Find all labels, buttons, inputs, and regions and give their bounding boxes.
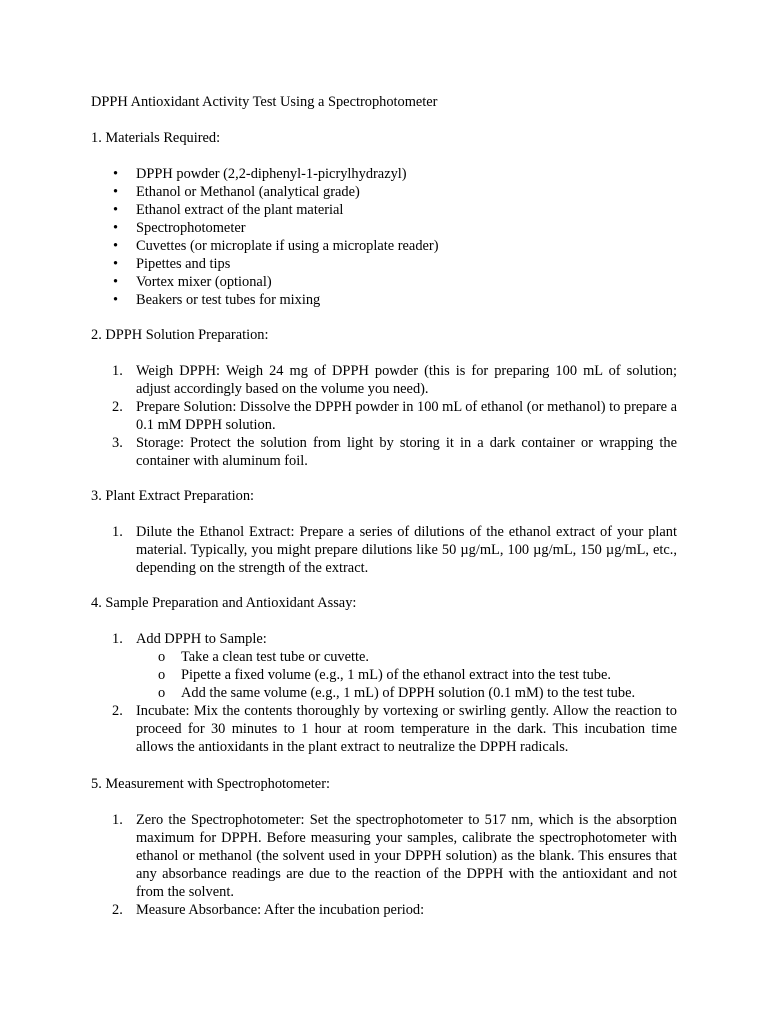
plant-extract-steps — [91, 523, 677, 577]
materials-heading: 1. Materials Required: — [91, 130, 221, 146]
list-item: o Take a clean test tube or cuvette. — [158, 649, 369, 665]
list-item: • Ethanol or Methanol (analytical grade) — [113, 184, 360, 200]
list-item: • Cuvettes (or microplate if using a microplate reader) — [113, 238, 439, 254]
list-item: 3. Storage: Protect the solution from light by storing it in a dark container or wrapping the container with aluminum foil. — [112, 435, 677, 469]
list-item: 1. Zero the Spectrophotometer: Set the spectrophotometer to 517 nm, which is the absorption maximum for DPPH. Before measuring your samples, calibrate the spectrophotometer with ethanol or methanol (the solvent used in your DPPH solution) as the blank. This ensures that any absorbance readings are due to the reaction of the DPPH with the antioxidant and not from the solvent. — [112, 812, 677, 900]
list-item: o Add the same volume (e.g., 1 mL) of DPPH solution (0.1 mM) to the test tube. — [158, 685, 636, 701]
dpph-solution-steps — [91, 362, 677, 470]
list-item: • Vortex mixer (optional) — [113, 274, 272, 290]
plant-extract-heading: 3. Plant Extract Preparation: — [91, 488, 255, 504]
list-item: 1. Weigh DPPH: Weigh 24 mg of DPPH powder (this is for preparing 100 mL of solution; adjust accordingly based on the volume you need). — [112, 363, 677, 397]
list-item: 1. Add DPPH to Sample: o Take a clean test tube or cuvette. o Pipette a fixed volume (e.g., 1 mL) of the ethanol extract into the test tube. o Add the same volume (e.g., 1 mL) of DPPH solution (0.1 mM) to the test tube. — [91, 630, 677, 702]
dpph-solution-heading: 2. DPPH Solution Preparation: — [91, 327, 269, 343]
list-item: • Spectrophotometer — [113, 220, 246, 236]
measurement-steps — [91, 811, 677, 919]
document-title: DPPH Antioxidant Activity Test Using a Spectrophotometer — [91, 94, 438, 110]
list-item: 2. Prepare Solution: Dissolve the DPPH powder in 100 mL of ethanol (or methanol) to prepare a 0.1 mM DPPH solution. — [112, 399, 677, 433]
assay-substeps — [136, 648, 677, 702]
assay-heading: 4. Sample Preparation and Antioxidant Assay: — [91, 595, 357, 611]
list-item: • Pipettes and tips — [113, 256, 231, 272]
list-item: 1. Dilute the Ethanol Extract: Prepare a series of dilutions of the ethanol extract of your plant material. Typically, you might prepare dilutions like 50 µg/mL, 100 µg/mL, 150 µg/mL, etc., depending on the strength of the extract. — [112, 524, 677, 576]
measurement-heading: 5. Measurement with Spectrophotometer: — [91, 776, 330, 792]
list-item: • Ethanol extract of the plant material — [113, 202, 344, 218]
list-item: o Pipette a fixed volume (e.g., 1 mL) of the ethanol extract into the test tube. — [158, 667, 611, 683]
list-item: 2. Incubate: Mix the contents thoroughly by vortexing or swirling gently. Allow the reaction to proceed for 30 minutes to 1 hour at room temperature in the dark. This incubation time allows the antioxidants in the plant extract to neutralize the DPPH radicals. — [112, 703, 677, 755]
list-item: • Beakers or test tubes for mixing — [113, 292, 321, 308]
list-item: • DPPH powder (2,2-diphenyl-1-picrylhydrazyl) — [113, 166, 407, 182]
assay-steps — [91, 630, 677, 756]
materials-list — [91, 165, 438, 309]
list-item: 2. Measure Absorbance: After the incubation period: — [112, 902, 425, 918]
